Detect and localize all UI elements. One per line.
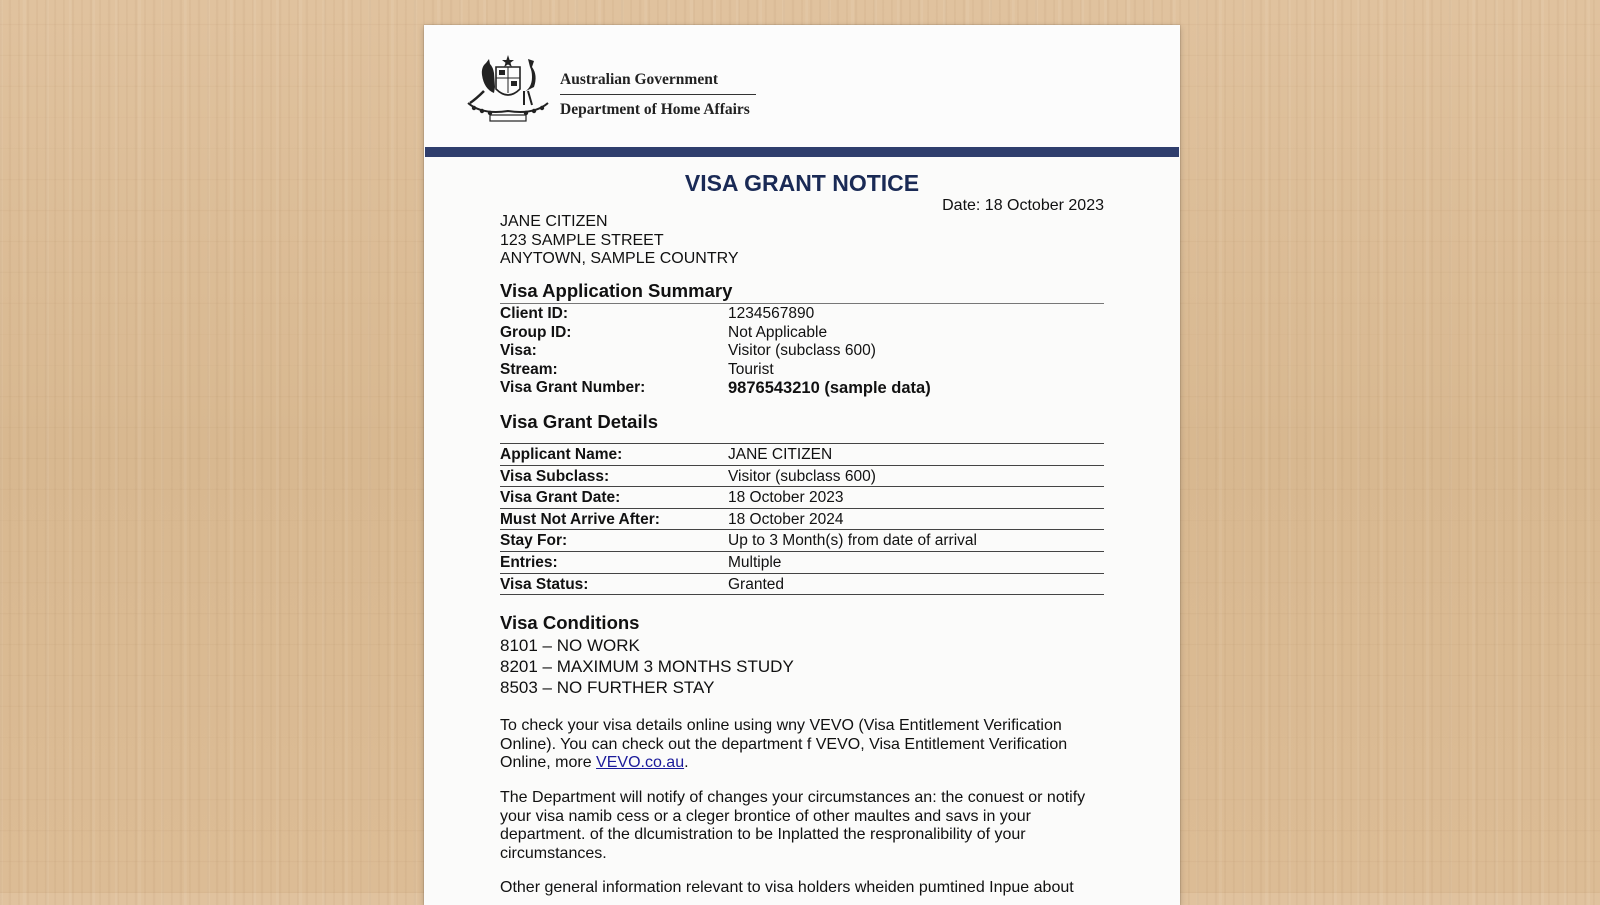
details-label: Stay For: — [500, 532, 568, 550]
letterhead — [424, 25, 1180, 147]
summary-row — [500, 305, 1104, 324]
details-value: Up to 3 Month(s) from date of arrival — [728, 532, 977, 550]
conditions-list — [500, 635, 794, 698]
address-line: JANE CITIZEN — [500, 213, 608, 230]
document-date: Date: 18 October 2023 — [942, 197, 1104, 214]
summary-row — [500, 379, 1104, 398]
visa-grant-number: 9876543210 (sample data) — [728, 379, 931, 397]
table-row — [500, 487, 1104, 509]
details-value: Granted — [728, 575, 785, 593]
vevo-end: . — [684, 754, 689, 771]
summary-row — [500, 361, 1104, 380]
visa-grant-letter — [424, 25, 1180, 905]
summary-label: Client ID: — [500, 305, 569, 322]
summary-heading: Visa Application Summary — [500, 280, 733, 301]
summary-row — [500, 324, 1104, 343]
details-value: 18 October 2024 — [728, 510, 844, 528]
gov-name: Australian Government — [560, 71, 756, 95]
summary-value: 1234567890 — [728, 305, 815, 322]
vevo-text: To check your visa details online using wny VEVO (Visa Entitlement Verification Online). You can check out the department f VEVO, Visa Entitlement Verification Online, more — [500, 717, 1068, 771]
document-title: VISA GRANT NOTICE — [684, 170, 920, 196]
summary-value: Tourist — [728, 360, 774, 378]
details-label: Must Not Arrive After: — [500, 510, 660, 528]
table-row — [500, 552, 1104, 574]
summary-rule — [500, 303, 1104, 304]
list-item: 8201 – MAXIMUM 3 MONTHS STUDY — [500, 657, 794, 676]
details-value: 18 October 2023 — [728, 489, 844, 507]
summary-row — [500, 342, 1104, 361]
header-divider — [425, 147, 1179, 157]
details-value: Visitor (subclass 600) — [728, 467, 876, 485]
summary-label: Visa: — [500, 342, 537, 359]
details-heading: Visa Grant Details — [500, 411, 659, 432]
summary-label: Stream: — [500, 360, 558, 378]
coat-of-arms-icon — [462, 53, 554, 123]
list-item: 8503 – NO FURTHER STAY — [500, 678, 715, 697]
vevo-paragraph — [500, 717, 1100, 773]
details-value: JANE CITIZEN — [728, 446, 833, 463]
department-name: Department of Home Affairs — [560, 101, 750, 118]
details-table — [500, 443, 1104, 595]
summary-value: Visitor (subclass 600) — [728, 342, 876, 359]
details-value: Multiple — [728, 553, 782, 571]
details-label: Entries: — [500, 553, 558, 571]
other-info-paragraph: Other general information relevant to visa holders wheiden pumtined Inpue about — [500, 879, 1074, 896]
details-label: Visa Status: — [500, 575, 589, 593]
table-row — [500, 466, 1104, 488]
details-label: Applicant Name: — [500, 446, 623, 463]
details-label: Visa Grant Date: — [500, 489, 621, 507]
recipient-address — [500, 213, 739, 269]
list-item: 8101 – NO WORK — [500, 636, 640, 655]
address-line: ANYTOWN, SAMPLE COUNTRY — [500, 250, 739, 267]
notify-paragraph: The Department will notify of changes your circumstances an: the conuest or notify your visa namib cess or a cleger brontice of other maultes and savs in your department. of the dlcumistration to be Inplatted the respronalibility of your circumstances. — [500, 789, 1086, 862]
conditions-heading: Visa Conditions — [500, 612, 640, 633]
address-line: 123 SAMPLE STREET — [500, 231, 664, 249]
summary-label: Group ID: — [500, 323, 572, 341]
summary-value: Not Applicable — [728, 323, 828, 341]
table-row — [500, 509, 1104, 531]
summary-list — [500, 305, 1104, 398]
table-row — [500, 574, 1104, 596]
table-row — [500, 530, 1104, 552]
summary-label: Visa Grant Number: — [500, 379, 646, 396]
vevo-link[interactable]: VEVO.co.au — [596, 754, 685, 771]
details-label: Visa Subclass: — [500, 467, 610, 485]
table-row — [500, 444, 1104, 466]
